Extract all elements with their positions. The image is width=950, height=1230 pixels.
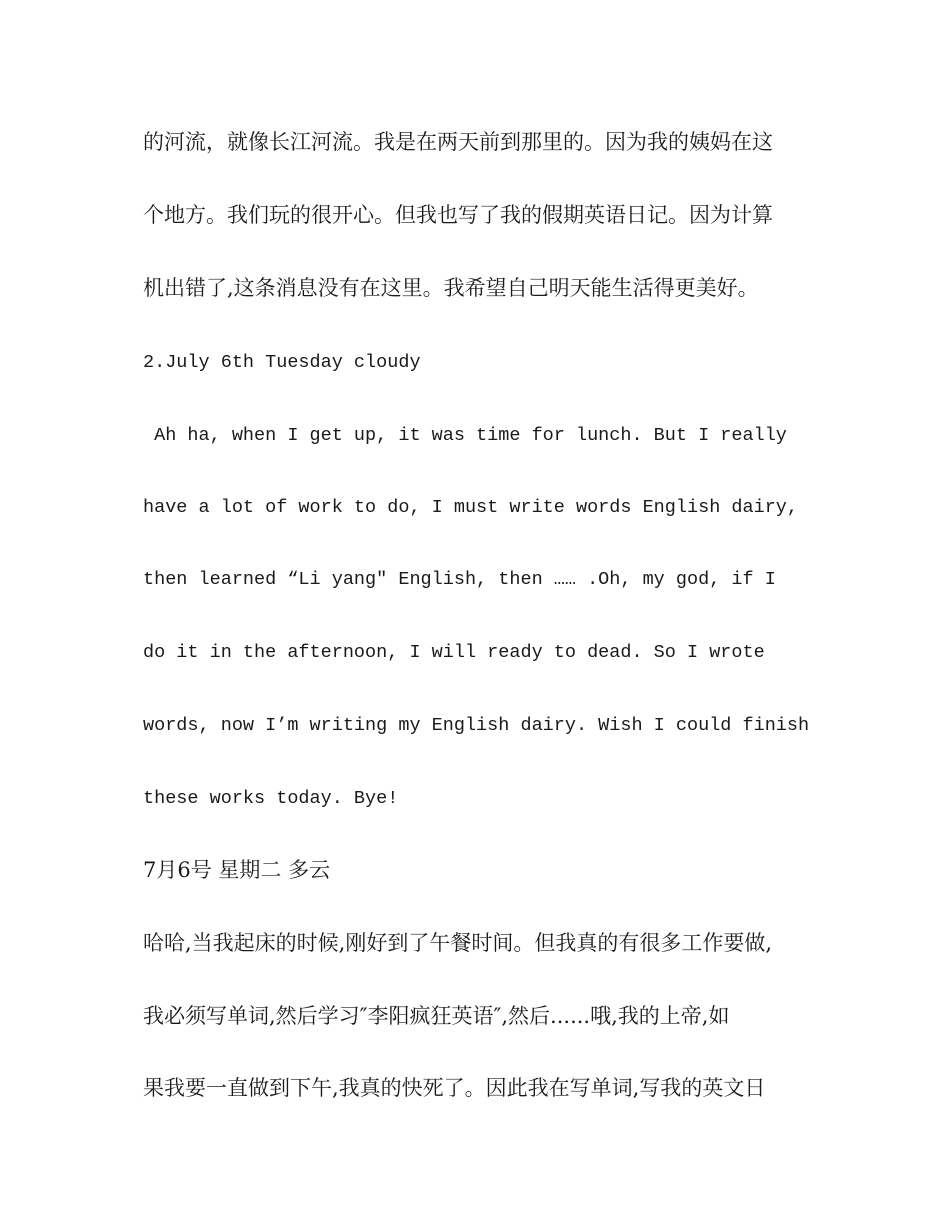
english-line-2: have a lot of work to do, I must write words English dairy,	[143, 497, 799, 518]
chinese-line-2: 我必须写单词,然后学习″李阳疯狂英语″,然后......哦,我的上帝,如	[143, 1004, 730, 1028]
english-line-1: Ah ha, when I get up, it was time for lunch. But I really	[143, 425, 787, 446]
english-line-6: these works today. Bye!	[143, 788, 399, 809]
entry-heading-english: 2.July 6th Tuesday cloudy	[143, 352, 421, 373]
entry-heading-chinese: 7月6号 星期二 多云	[143, 858, 331, 882]
paragraph-line-3: 机出错了,这条消息没有在这里。我希望自己明天能生活得更美好。	[143, 276, 759, 300]
chinese-line-3: 果我要一直做到下午,我真的快死了。因此我在写单词,写我的英文日	[143, 1076, 766, 1100]
english-line-3: then learned “Li yang″ English, then …… .Oh, my god, if I	[143, 569, 776, 590]
english-line-4: do it in the afternoon, I will ready to dead. So I wrote	[143, 642, 765, 663]
english-line-5: words, now I’m writing my English dairy. Wish I could finish	[143, 715, 810, 736]
chinese-line-1: 哈哈,当我起床的时候,刚好到了午餐时间。但我真的有很多工作要做,	[143, 931, 773, 955]
paragraph-line-1: 的河流，就像长江河流。我是在两天前到那里的。因为我的姨妈在这	[143, 130, 773, 154]
paragraph-line-2: 个地方。我们玩的很开心。但我也写了我的假期英语日记。因为计算	[143, 203, 773, 227]
